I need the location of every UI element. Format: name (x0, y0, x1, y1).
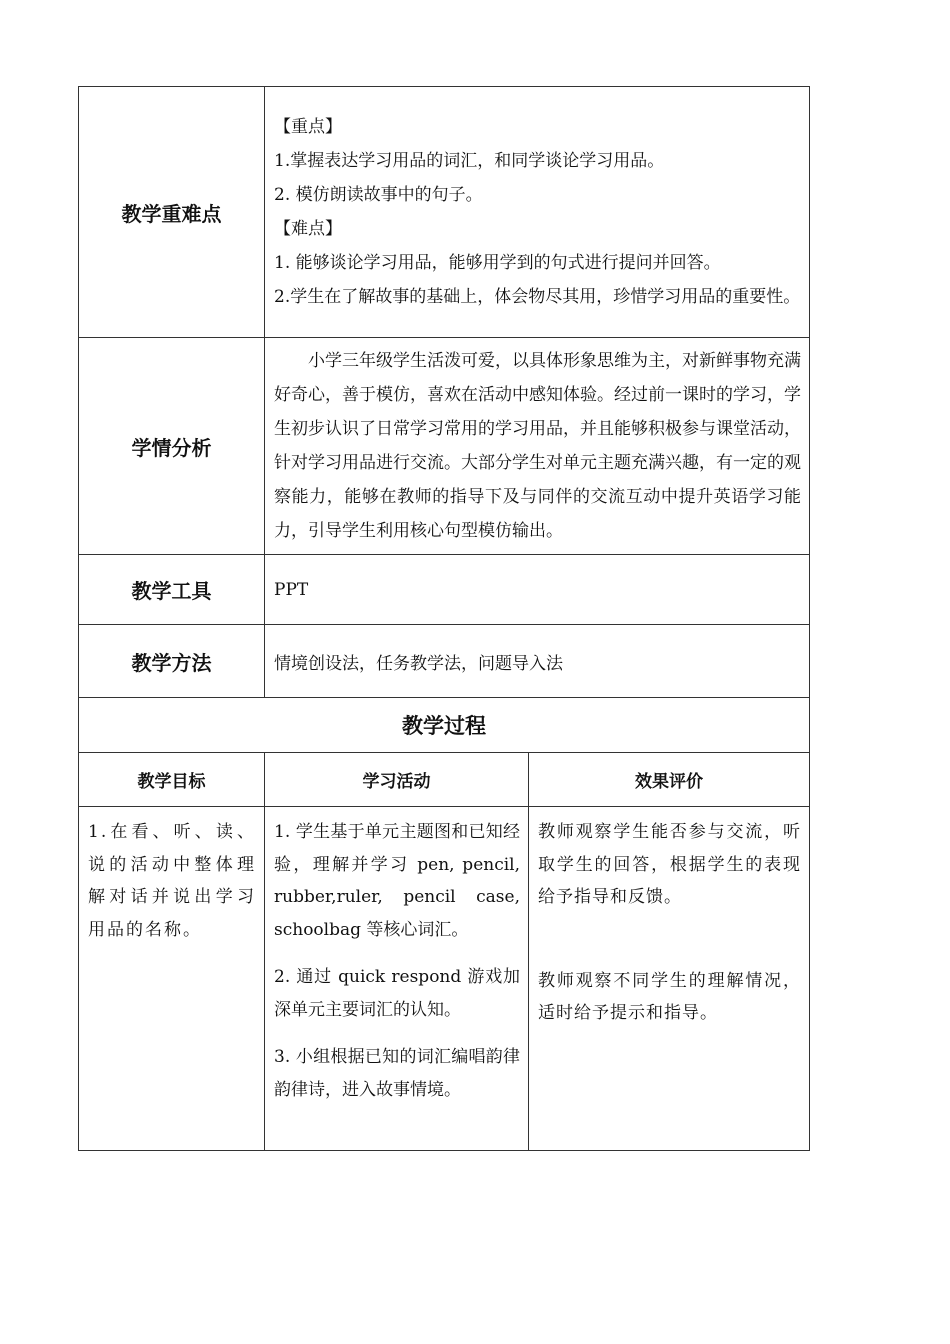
difficulty-item: 2.学生在了解故事的基础上，体会物尽其用，珍惜学习用品的重要性。 (274, 287, 801, 307)
tools-value: PPT (265, 555, 810, 625)
focus-item: 2. 模仿朗读故事中的句子。 (274, 185, 483, 205)
key-points-row (79, 87, 810, 338)
evaluation-item: 教师观察学生能否参与交流，听取学生的回答，根据学生的表现给予指导和反馈。 (538, 822, 801, 907)
analysis-label: 学情分析 (79, 338, 265, 555)
key-points-label: 教学重难点 (79, 87, 265, 338)
goal-cell (79, 807, 265, 1151)
analysis-content (265, 338, 810, 555)
header-activity: 学习活动 (265, 753, 529, 807)
methods-label: 教学方法 (79, 625, 265, 698)
process-body-row (79, 807, 810, 1151)
activity-item: 2. 通过 quick respond 游戏加深单元主要词汇的认知。 (274, 967, 520, 1020)
activity-item: 1. 学生基于单元主题图和已知经验，理解并学习 pen, pencil, rubber,ruler, pencil case, schoolbag 等核心词汇。 (274, 822, 520, 940)
tools-row (79, 555, 810, 625)
activity-cell (265, 807, 529, 1151)
difficulty-heading: 【难点】 (274, 219, 342, 239)
process-title-row (79, 698, 810, 753)
evaluation-spacer (538, 914, 801, 965)
evaluation-item: 教师观察不同学生的理解情况，适时给予提示和指导。 (538, 970, 801, 1023)
focus-item: 1.掌握表达学习用品的词汇，和同学谈论学习用品。 (274, 151, 665, 171)
header-goal: 教学目标 (79, 753, 265, 807)
goal-text: 1.在看、听、读、说的活动中整体理解对话并说出学习用品的名称。 (88, 822, 256, 940)
methods-value: 情境创设法，任务教学法，问题导入法 (265, 625, 810, 698)
evaluation-cell (529, 807, 810, 1151)
analysis-row (79, 338, 810, 555)
activity-item: 3. 小组根据已知的词汇编唱韵律韵律诗，进入故事情境。 (274, 1047, 520, 1100)
header-evaluation: 效果评价 (529, 753, 810, 807)
focus-heading: 【重点】 (274, 117, 342, 137)
analysis-text: 小学三年级学生活泼可爱，以具体形象思维为主，对新鲜事物充满好奇心，善于模仿，喜欢在活动中感知体验。经过前一课时的学习，学生初步认识了日常学习常用的学习用品，并且能够积极参与课堂活动，针对学习用品进行交流。大部分学生对单元主题充满兴趣，有一定的观察能力，能够在教师的指导下及与同伴的交流互动中提升英语学习能力，引导学生利用核心句型模仿输出。 (274, 351, 801, 541)
process-title: 教学过程 (79, 698, 810, 753)
methods-row (79, 625, 810, 698)
key-points-content (265, 87, 810, 338)
difficulty-item: 1. 能够谈论学习用品，能够用学到的句式进行提问并回答。 (274, 253, 721, 273)
tools-label: 教学工具 (79, 555, 265, 625)
process-header-row (79, 753, 810, 807)
lesson-plan-table (78, 86, 810, 1151)
